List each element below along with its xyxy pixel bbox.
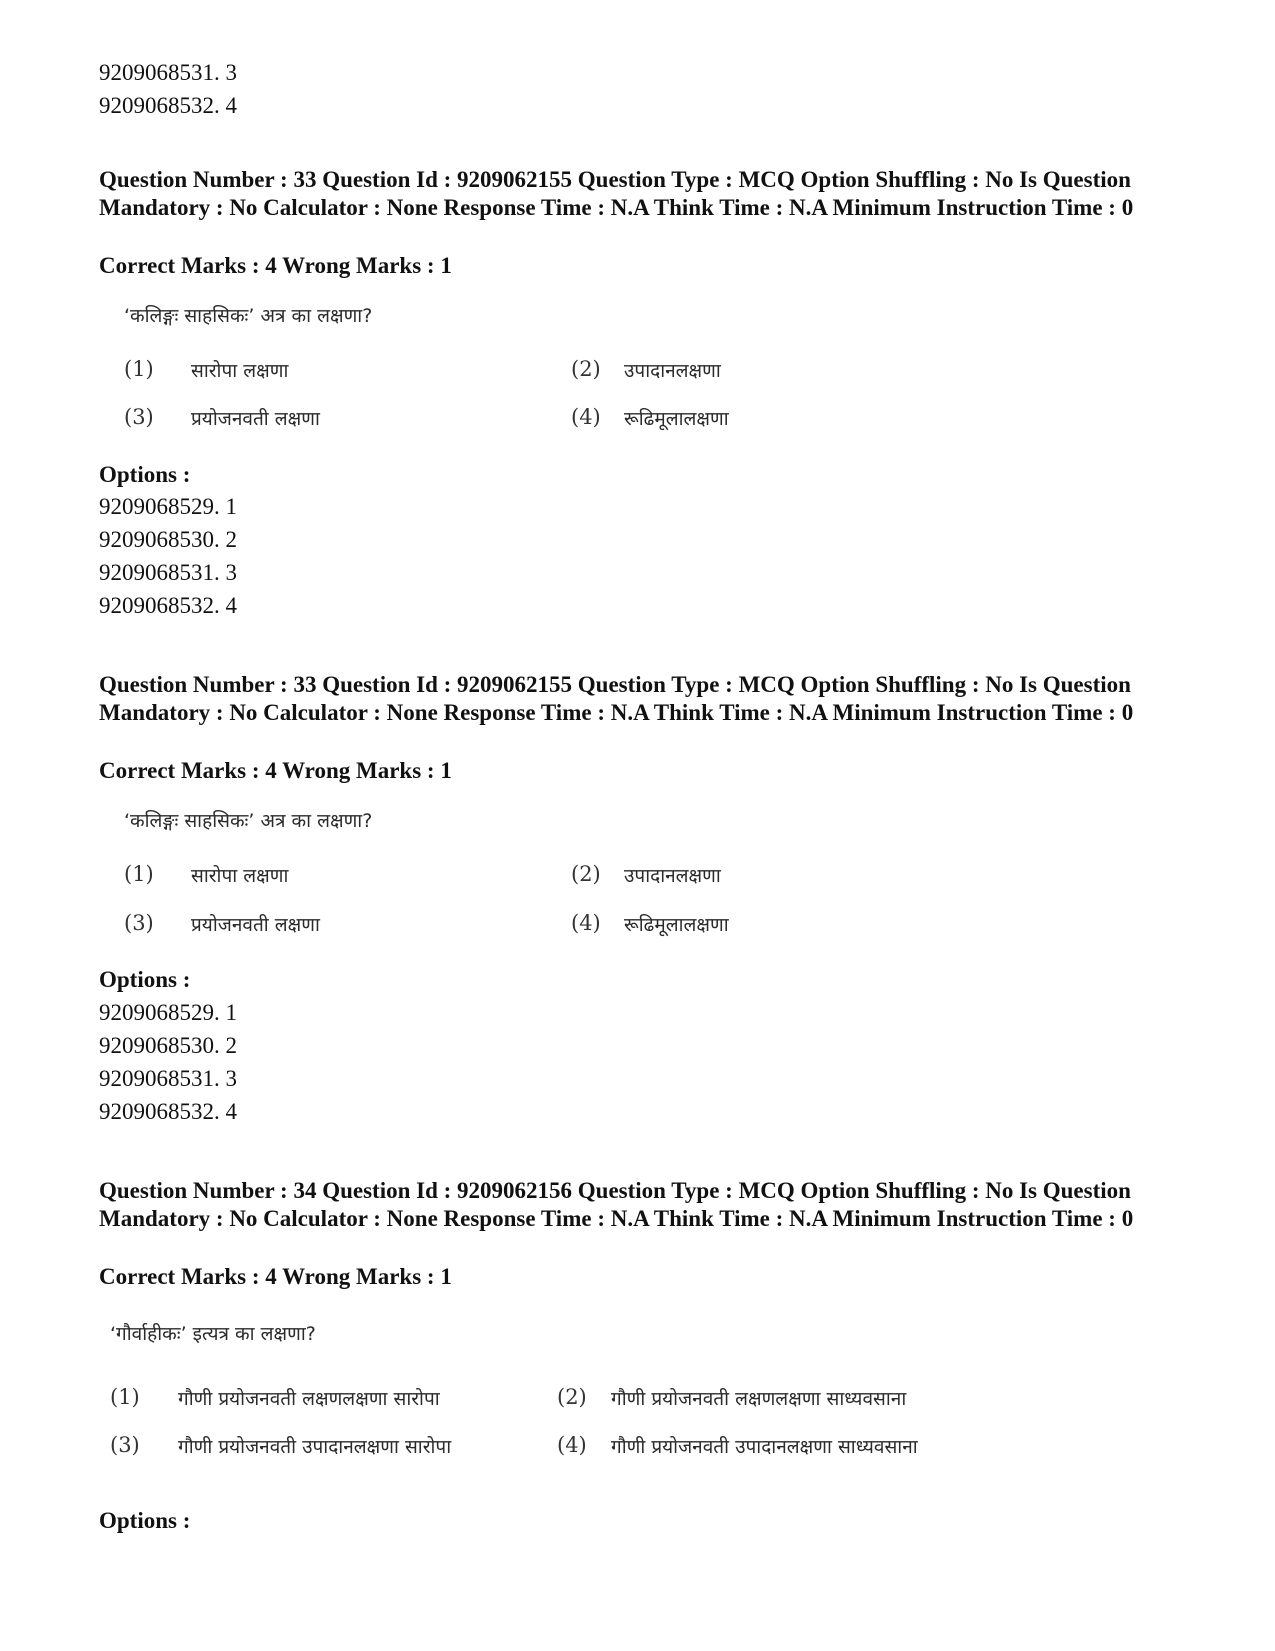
question-meta: Question Number : 33 Question Id : 9209062155 Question Type : MCQ Option Shuffling : No Is Question Mandatory : No Calculator : None Response Time : N.A Think Time : N.A Minimum Instruction Time : 0 bbox=[99, 167, 1134, 220]
marks-line: Correct Marks : 4 Wrong Marks : 1 bbox=[99, 758, 452, 783]
choice-number: (4) bbox=[571, 911, 601, 935]
option-line: 9209068531. 3 bbox=[99, 560, 237, 585]
option-line: 9209068531. 3 bbox=[99, 1066, 237, 1091]
choice-text: उपादानलक्षणा bbox=[624, 865, 721, 887]
options-label: Options : bbox=[99, 462, 191, 487]
choice-text: गौणी प्रयोजनवती लक्षणलक्षणा साध्यवसाना bbox=[611, 1388, 907, 1410]
choice-text: प्रयोजनवती लक्षणा bbox=[191, 408, 320, 430]
question-meta: Question Number : 33 Question Id : 9209062155 Question Type : MCQ Option Shuffling : No Is Question Mandatory : No Calculator : None Response Time : N.A Think Time : N.A Minimum Instruction Time : 0 bbox=[99, 672, 1134, 725]
option-line: 9209068532. 4 bbox=[99, 93, 237, 118]
choice-number: (1) bbox=[110, 1385, 140, 1409]
choice-number: (3) bbox=[110, 1433, 140, 1457]
options-label: Options : bbox=[99, 967, 191, 992]
choice-text: उपादानलक्षणा bbox=[624, 360, 721, 382]
choice-text: रूढिमूलालक्षणा bbox=[624, 914, 729, 936]
choice-text: सारोपा लक्षणा bbox=[191, 865, 289, 887]
choice-number: (1) bbox=[124, 357, 154, 381]
choice-text: गौणी प्रयोजनवती उपादानलक्षणा साध्यवसाना bbox=[611, 1436, 918, 1458]
choice-text: प्रयोजनवती लक्षणा bbox=[191, 914, 320, 936]
choice-text: गौणी प्रयोजनवती उपादानलक्षणा सारोपा bbox=[178, 1436, 452, 1458]
question-text: ‘गौर्वाहीकः’ इत्यत्र का लक्षणा? bbox=[110, 1323, 316, 1345]
option-line: 9209068530. 2 bbox=[99, 527, 237, 552]
options-label: Options : bbox=[99, 1508, 191, 1533]
choice-number: (3) bbox=[124, 911, 154, 935]
choice-number: (2) bbox=[571, 357, 601, 381]
choice-number: (2) bbox=[557, 1385, 587, 1409]
choice-number: (4) bbox=[571, 405, 601, 429]
question-meta: Question Number : 34 Question Id : 9209062156 Question Type : MCQ Option Shuffling : No Is Question Mandatory : No Calculator : None Response Time : N.A Think Time : N.A Minimum Instruction Time : 0 bbox=[99, 1178, 1134, 1231]
choice-number: (3) bbox=[124, 405, 154, 429]
option-line: 9209068529. 1 bbox=[99, 494, 237, 519]
option-line: 9209068531. 3 bbox=[99, 60, 237, 85]
option-line: 9209068532. 4 bbox=[99, 1099, 237, 1124]
marks-line: Correct Marks : 4 Wrong Marks : 1 bbox=[99, 1264, 452, 1289]
choice-number: (1) bbox=[124, 862, 154, 886]
choice-number: (4) bbox=[557, 1433, 587, 1457]
choice-number: (2) bbox=[571, 862, 601, 886]
option-line: 9209068532. 4 bbox=[99, 593, 237, 618]
question-text: ‘कलिङ्गः साहसिकः’ अत्र का लक्षणा? bbox=[124, 305, 373, 327]
option-line: 9209068530. 2 bbox=[99, 1033, 237, 1058]
choice-text: सारोपा लक्षणा bbox=[191, 360, 289, 382]
choice-text: गौणी प्रयोजनवती लक्षणलक्षणा सारोपा bbox=[178, 1388, 440, 1410]
option-line: 9209068529. 1 bbox=[99, 1000, 237, 1025]
marks-line: Correct Marks : 4 Wrong Marks : 1 bbox=[99, 253, 452, 278]
choice-text: रूढिमूलालक्षणा bbox=[624, 408, 729, 430]
question-text: ‘कलिङ्गः साहसिकः’ अत्र का लक्षणा? bbox=[124, 810, 373, 832]
